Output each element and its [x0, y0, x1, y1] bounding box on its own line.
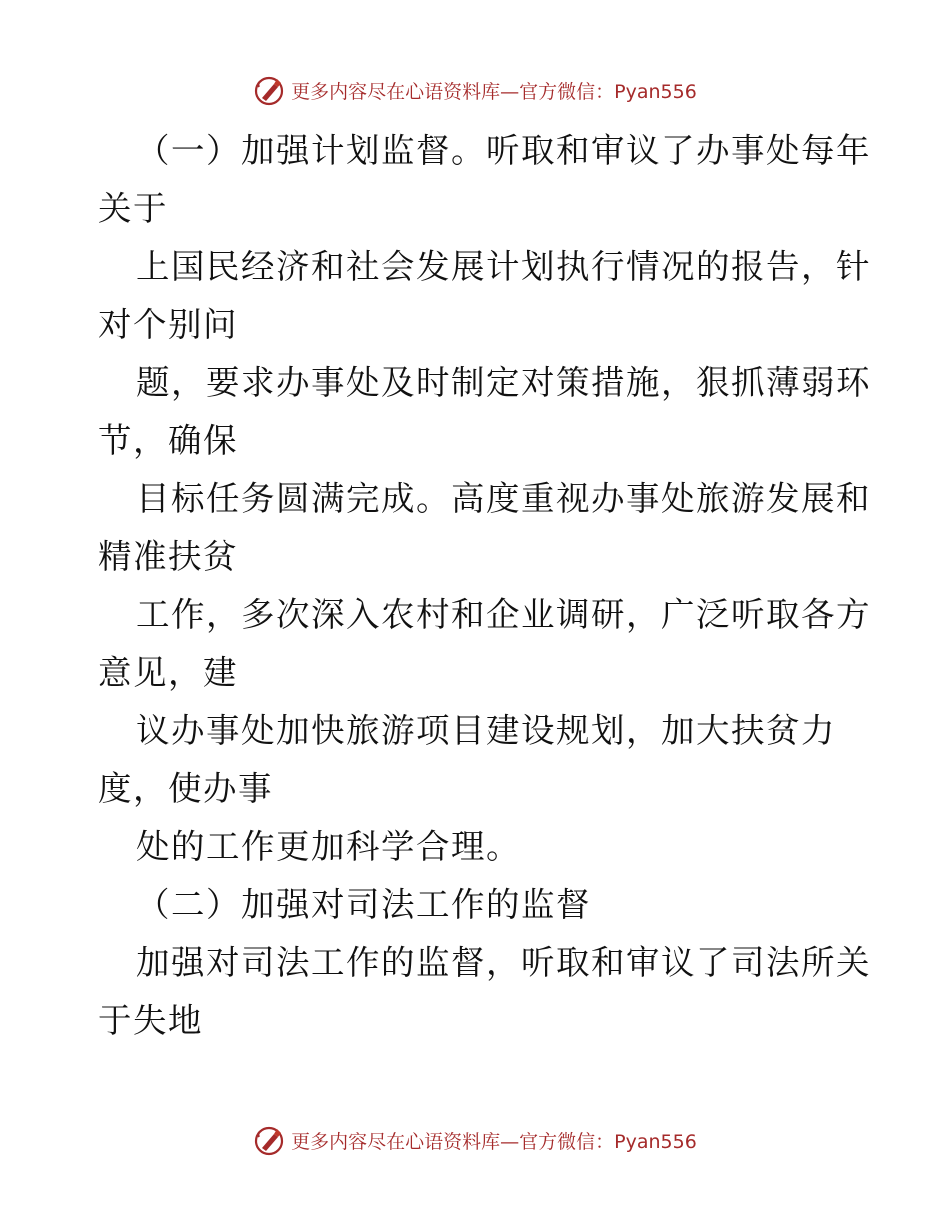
paragraph-line: 于失地	[98, 1001, 203, 1040]
paragraph-line: 节，确保	[98, 421, 238, 460]
watermark-wechat-id: Pyan556	[614, 80, 697, 103]
watermark-label: 更多内容尽在心语资料库—官方微信：	[291, 80, 615, 103]
paragraph-line: 意见，建	[98, 653, 238, 692]
watermark-text	[291, 1127, 697, 1154]
paragraph-line: 加强对司法工作的监督，听取和审议了司法所关	[136, 943, 871, 982]
paragraph-line: 处的工作更加科学合理。	[136, 827, 521, 866]
paragraph-line: 工作，多次深入农村和企业调研，广泛听取各方	[136, 595, 871, 634]
document-body	[98, 122, 871, 1050]
watermark-wechat-id: Pyan556	[614, 1130, 697, 1153]
header-watermark	[0, 70, 950, 110]
paragraph-line: 对个别问	[98, 305, 238, 344]
footer-watermark	[0, 1120, 950, 1160]
paragraph-line: 度，使办事	[98, 769, 273, 808]
watermark-label: 更多内容尽在心语资料库—官方微信：	[291, 1130, 615, 1153]
paragraph-line: 目标任务圆满完成。高度重视办事处旅游发展和	[136, 479, 871, 518]
watermark-text	[291, 77, 697, 104]
paragraph-line: （一）加强计划监督。听取和审议了办事处每年	[136, 131, 871, 170]
section-heading: （二）加强对司法工作的监督	[136, 885, 591, 924]
pen-logo-icon	[253, 1124, 285, 1156]
paragraph-line: 上国民经济和社会发展计划执行情况的报告，针	[136, 247, 871, 286]
paragraph-line: 关于	[98, 189, 168, 228]
paragraph-line: 精准扶贫	[98, 537, 238, 576]
pen-logo-icon	[253, 74, 285, 106]
paragraph-line: 议办事处加快旅游项目建设规划，加大扶贫力	[136, 711, 836, 750]
paragraph-line: 题，要求办事处及时制定对策措施，狠抓薄弱环	[136, 363, 871, 402]
